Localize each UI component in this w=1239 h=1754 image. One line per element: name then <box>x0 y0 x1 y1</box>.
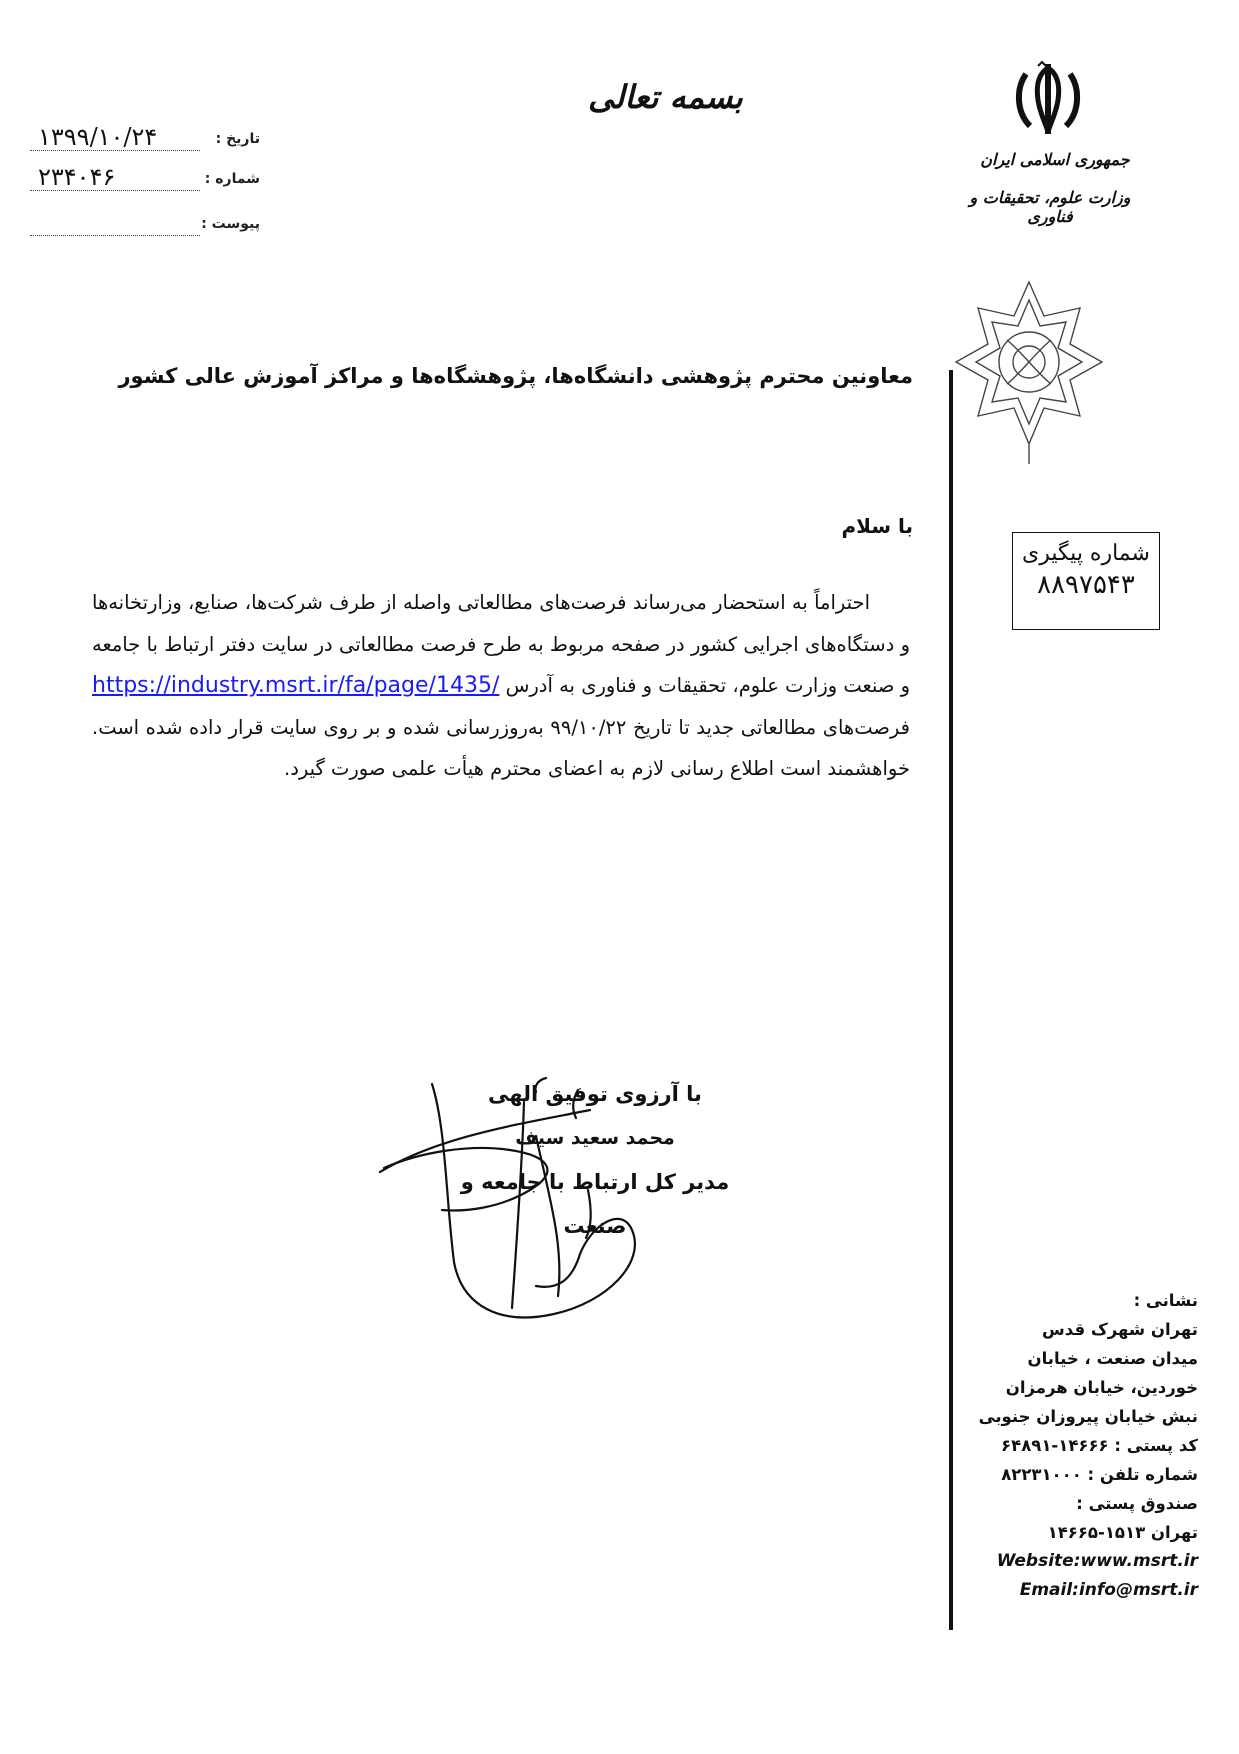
address-line: میدان صنعت ، خیابان <box>1027 1349 1198 1368</box>
body-text-part-2: فرصت‌های مطالعاتی جدید تا تاریخ ۹۹/۱۰/۲۲ به‌روزرسانی شده و بر روی سایت قرار داده شده است. خواهشمند است اطلاع رسانی لازم به اعضای محترم هیأت علمی صورت گیرد. <box>92 715 910 780</box>
attachment-field <box>30 208 260 238</box>
date-value: ۱۳۹۹/۱۰/۲۴ <box>38 123 158 151</box>
po-box-label: صندوق پستی : <box>1076 1494 1198 1513</box>
number-field <box>30 163 260 193</box>
address-line: تهران شهرک قدس <box>1042 1320 1198 1339</box>
emblem <box>1008 60 1088 140</box>
address-line: نشانی : <box>1133 1291 1198 1310</box>
signature-block <box>430 1072 760 1238</box>
address-line: خوردین، خیابان هرمزان <box>1005 1378 1198 1397</box>
vertical-divider <box>949 370 953 1630</box>
number-label: شماره : <box>204 171 260 187</box>
email-link[interactable]: Email:info@msrt.ir <box>1019 1580 1198 1600</box>
signer-title: مدیر کل ارتباط با جامعه و صنعت <box>460 1170 730 1238</box>
ministry-line-2: وزارت علوم، تحقیقات و فناوری <box>969 188 1131 226</box>
body-paragraph <box>92 582 910 790</box>
postal-code: کد پستی : ۱۴۶۶۶-۶۴۸۹۱ <box>1001 1436 1198 1455</box>
national-emblem-icon <box>1008 60 1088 140</box>
letter-body <box>92 582 910 790</box>
decorative-rosette-icon <box>952 278 1107 468</box>
date-dotted-line <box>30 150 200 151</box>
website-link[interactable]: Website:www.msrt.ir <box>996 1551 1198 1571</box>
basmala: بسمه تعالی <box>588 78 743 116</box>
recipient: معاونین محترم پژوهشی دانشگاه‌ها، پژوهشگاه‌ها و مراکز آموزش عالی کشور <box>118 364 913 388</box>
ministry-line-1: جمهوری اسلامی ایران <box>980 150 1130 169</box>
msrt-link[interactable]: https://industry.msrt.ir/fa/page/1435/ <box>92 673 500 698</box>
number-value: ۲۳۴۰۴۶ <box>38 163 116 191</box>
date-label: تاریخ : <box>215 131 260 147</box>
tracking-number: ۸۸۹۷۵۴۳ <box>1037 570 1135 600</box>
po-box-value: تهران ۱۵۱۳-۱۴۶۶۵ <box>1047 1523 1198 1542</box>
number-dotted-line <box>30 190 200 191</box>
tracking-box <box>1012 532 1160 630</box>
greeting: با سلام <box>841 514 913 538</box>
phone-number: شماره تلفن : ۸۲۲۳۱۰۰۰ <box>1001 1465 1198 1484</box>
address-block <box>980 1286 1198 1605</box>
address-line: نبش خیابان پیروزان جنوبی <box>978 1407 1198 1426</box>
body-text-part-1: احتراماً به استحضار می‌رساند فرصت‌های مطالعاتی واصله از طرف شرکت‌ها، صنایع، وزارتخانه‌ها و دستگاه‌های اجرایی کشور در صفحه مربوط به طرح فرصت مطالعاتی در سایت دفتر ارتباط با جامعه و صنعت وزارت علوم، تحقیقات و فناوری به آدرس <box>92 591 910 697</box>
ornament <box>952 278 1107 468</box>
signer-name: محمد سعید سیف <box>515 1127 675 1149</box>
closing-line: با آرزوی توفیق الهی <box>488 1082 702 1106</box>
tracking-label: شماره پیگیری <box>1022 541 1150 566</box>
date-field <box>30 123 260 153</box>
attachment-label: پیوست : <box>201 216 260 232</box>
attachment-dotted-line <box>30 235 200 236</box>
